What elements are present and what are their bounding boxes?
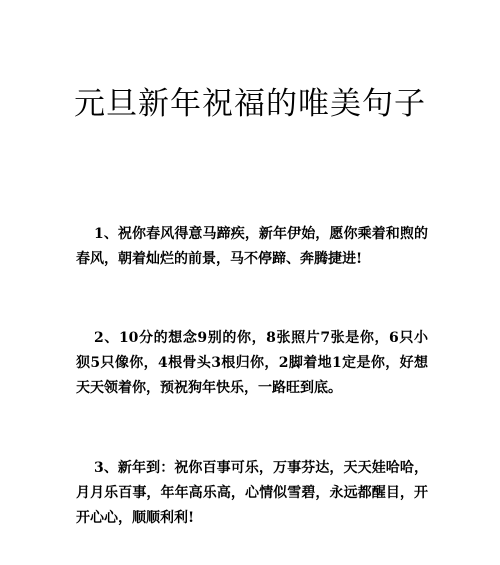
document-title: 元旦新年祝福的唯美句子 — [74, 86, 426, 122]
paragraph-2: 2、10分的想念9别的你，8张照片7张是你，6只小狈5只像你，4根骨头3根归你，2脚着地1定是你，好想天天领着你，预祝狗年快乐，一路旺到底。 — [76, 330, 428, 396]
paragraph-1: 1、祝你春风得意马蹄疾，新年伊始，愿你乘着和煦的春风，朝着灿烂的前景，马不停蹄、奔腾捷进! — [76, 226, 428, 267]
paragraph-3: 3、新年到：祝你百事可乐，万事芬达，天天娃哈哈，月月乐百事，年年高乐高，心情似雪碧，永远都醒目，开开心心，顺顺利利! — [76, 460, 428, 526]
